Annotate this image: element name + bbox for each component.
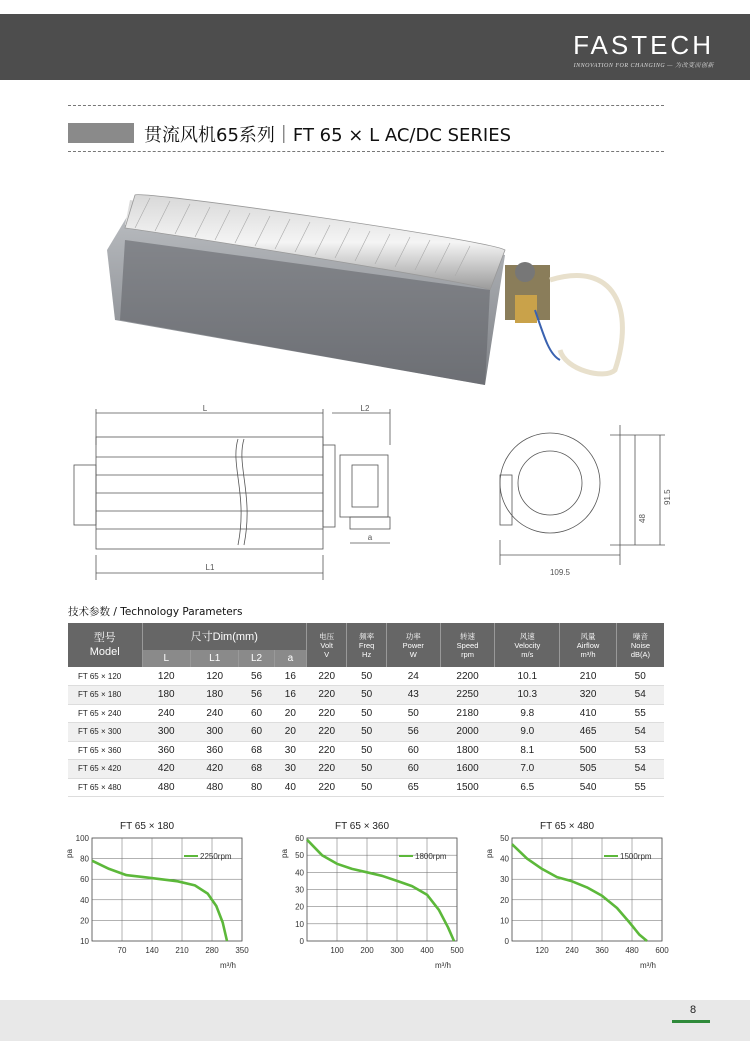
x-tick-label: 100 — [330, 946, 344, 955]
brand-tagline: INNOVATION FOR CHANGING — 为改变而创新 — [573, 63, 714, 69]
chart-ft65x180 — [60, 818, 260, 982]
header-dim: 尺寸Dim(mm) — [142, 623, 307, 650]
header-noise: 噪音 Noise dB(A) — [616, 623, 664, 667]
value-cell: 55 — [616, 704, 664, 723]
y-tick-label: 40 — [80, 895, 89, 905]
value-cell: 7.0 — [495, 760, 560, 779]
model-cell: FT 65 × 300 — [68, 723, 142, 742]
value-cell: 40 — [274, 778, 306, 797]
value-cell: 50 — [347, 760, 387, 779]
brand-logo: FASTECH — [573, 30, 714, 60]
value-cell: 56 — [239, 667, 274, 686]
value-cell: 10.3 — [495, 686, 560, 705]
y-tick-label: 0 — [299, 937, 304, 946]
y-tick-label: 80 — [80, 854, 89, 864]
value-cell: 1600 — [440, 760, 495, 779]
value-cell: 50 — [347, 723, 387, 742]
value-cell: 8.1 — [495, 741, 560, 760]
value-cell: 50 — [386, 704, 440, 723]
value-cell: 300 — [142, 723, 190, 742]
legend-label: 1800rpm — [415, 852, 447, 861]
value-cell: 320 — [560, 686, 617, 705]
table-row — [68, 760, 664, 779]
header-model: 型号 Model — [68, 623, 142, 667]
table-row — [68, 723, 664, 742]
page-title: 贯流风机65系列｜FT 65 × L AC/DC SERIES — [144, 125, 512, 146]
value-cell: 465 — [560, 723, 617, 742]
value-cell: 30 — [274, 760, 306, 779]
dim-label-height-inner: 48 — [638, 514, 647, 523]
page-number: 8 — [690, 1004, 697, 1016]
header-velocity: 风速 Velocity m/s — [495, 623, 560, 667]
header-L: L — [142, 650, 190, 667]
y-axis-label: pa — [485, 849, 494, 858]
chart-title: FT 65 × 180 — [119, 821, 175, 832]
y-tick-label: 50 — [295, 851, 304, 861]
model-cell: FT 65 × 360 — [68, 741, 142, 760]
value-cell: 68 — [239, 760, 274, 779]
legend-label: 1500rpm — [620, 852, 652, 861]
value-cell: 420 — [142, 760, 190, 779]
page-header — [0, 14, 750, 80]
table-row — [68, 686, 664, 705]
y-tick-label: 10 — [500, 916, 509, 926]
value-cell: 220 — [307, 667, 347, 686]
x-axis-label: m³/h — [640, 961, 656, 970]
divider-bottom — [68, 151, 664, 152]
model-cell: FT 65 × 180 — [68, 686, 142, 705]
value-cell: 360 — [142, 741, 190, 760]
x-axis-label: m³/h — [220, 961, 236, 970]
x-tick-label: 300 — [390, 946, 404, 955]
value-cell: 6.5 — [495, 778, 560, 797]
section-title: 技术参数 / Technology Parameters — [68, 606, 243, 618]
value-cell: 24 — [386, 667, 440, 686]
value-cell: 16 — [274, 667, 306, 686]
header-power: 功率 Power W — [386, 623, 440, 667]
x-tick-label: 210 — [175, 946, 189, 955]
dim-label-height-outer: 91.5 — [663, 489, 672, 505]
value-cell: 480 — [190, 778, 238, 797]
header-a: a — [274, 650, 306, 667]
value-cell: 180 — [190, 686, 238, 705]
value-cell: 540 — [560, 778, 617, 797]
table-row — [68, 741, 664, 760]
page-number-underline — [672, 1020, 710, 1023]
value-cell: 220 — [307, 704, 347, 723]
y-tick-label: 100 — [75, 834, 89, 843]
x-tick-label: 120 — [535, 946, 549, 955]
x-tick-label: 70 — [117, 946, 127, 955]
value-cell: 56 — [386, 723, 440, 742]
header-L1: L1 — [190, 650, 238, 667]
title-accent-bar — [68, 123, 134, 143]
fan-product-photo — [95, 170, 655, 400]
value-cell: 16 — [274, 686, 306, 705]
value-cell: 50 — [347, 778, 387, 797]
value-cell: 65 — [386, 778, 440, 797]
y-tick-label: 0 — [504, 937, 509, 946]
value-cell: 240 — [142, 704, 190, 723]
x-axis-label: m³/h — [435, 961, 451, 970]
value-cell: 60 — [239, 704, 274, 723]
x-tick-label: 240 — [565, 946, 579, 955]
y-tick-label: 60 — [295, 834, 304, 843]
value-cell: 210 — [560, 667, 617, 686]
x-tick-label: 200 — [360, 946, 374, 955]
y-tick-label: 10 — [295, 919, 304, 929]
value-cell: 50 — [347, 667, 387, 686]
value-cell: 1500 — [440, 778, 495, 797]
chart-title: FT 65 × 360 — [334, 821, 390, 832]
x-tick-label: 500 — [450, 946, 464, 955]
value-cell: 68 — [239, 741, 274, 760]
y-tick-label: 50 — [500, 834, 509, 843]
value-cell: 60 — [239, 723, 274, 742]
x-tick-label: 480 — [625, 946, 639, 955]
value-cell: 9.8 — [495, 704, 560, 723]
x-tick-label: 360 — [595, 946, 609, 955]
header-L2: L2 — [239, 650, 274, 667]
value-cell: 220 — [307, 741, 347, 760]
chart-ft65x480 — [480, 818, 680, 982]
value-cell: 220 — [307, 686, 347, 705]
value-cell: 500 — [560, 741, 617, 760]
value-cell: 20 — [274, 723, 306, 742]
value-cell: 50 — [347, 704, 387, 723]
value-cell: 2200 — [440, 667, 495, 686]
y-tick-label: 30 — [500, 875, 509, 885]
value-cell: 43 — [386, 686, 440, 705]
y-tick-label: 20 — [80, 916, 89, 926]
x-tick-label: 350 — [235, 946, 249, 955]
model-cell: FT 65 × 420 — [68, 760, 142, 779]
dim-label-L: L — [202, 405, 208, 413]
value-cell: 420 — [190, 760, 238, 779]
y-tick-label: 30 — [295, 885, 304, 895]
value-cell: 60 — [386, 741, 440, 760]
y-tick-label: 20 — [295, 902, 304, 912]
header-volt: 电压 Volt V — [307, 623, 347, 667]
value-cell: 120 — [190, 667, 238, 686]
value-cell: 360 — [190, 741, 238, 760]
y-tick-label: 40 — [500, 854, 509, 864]
y-tick-label: 10 — [80, 937, 89, 946]
value-cell: 220 — [307, 723, 347, 742]
model-cell: FT 65 × 240 — [68, 704, 142, 723]
dim-label-a: a — [367, 533, 373, 542]
header-airflow: 风量 Airflow m³/h — [560, 623, 617, 667]
value-cell: 2000 — [440, 723, 495, 742]
value-cell: 55 — [616, 778, 664, 797]
value-cell: 80 — [239, 778, 274, 797]
value-cell: 54 — [616, 760, 664, 779]
value-cell: 505 — [560, 760, 617, 779]
dim-label-width: 109.5 — [549, 568, 571, 577]
value-cell: 300 — [190, 723, 238, 742]
y-axis-label: pa — [65, 849, 74, 858]
value-cell: 56 — [239, 686, 274, 705]
value-cell: 120 — [142, 667, 190, 686]
value-cell: 50 — [347, 686, 387, 705]
value-cell: 30 — [274, 741, 306, 760]
table-row — [68, 667, 664, 686]
value-cell: 20 — [274, 704, 306, 723]
model-cell: FT 65 × 120 — [68, 667, 142, 686]
y-tick-label: 40 — [295, 868, 304, 878]
chart-ft65x360 — [275, 818, 475, 982]
value-cell: 220 — [307, 760, 347, 779]
series-line — [92, 861, 227, 941]
value-cell: 240 — [190, 704, 238, 723]
table-row — [68, 778, 664, 797]
header-speed: 转速 Speed rpm — [440, 623, 495, 667]
x-tick-label: 140 — [145, 946, 159, 955]
value-cell: 1800 — [440, 741, 495, 760]
x-tick-label: 600 — [655, 946, 669, 955]
value-cell: 10.1 — [495, 667, 560, 686]
y-tick-label: 60 — [80, 875, 89, 885]
model-cell: FT 65 × 480 — [68, 778, 142, 797]
header-freq: 频率 Freq Hz — [347, 623, 387, 667]
value-cell: 53 — [616, 741, 664, 760]
legend-label: 2250rpm — [200, 852, 232, 861]
value-cell: 9.0 — [495, 723, 560, 742]
y-axis-label: pa — [280, 849, 289, 858]
x-tick-label: 400 — [420, 946, 434, 955]
y-tick-label: 20 — [500, 895, 509, 905]
value-cell: 2180 — [440, 704, 495, 723]
value-cell: 410 — [560, 704, 617, 723]
value-cell: 2250 — [440, 686, 495, 705]
divider-top — [68, 105, 664, 106]
value-cell: 220 — [307, 778, 347, 797]
value-cell: 180 — [142, 686, 190, 705]
dim-label-L2: L2 — [360, 405, 370, 413]
dimension-drawing — [60, 405, 680, 600]
value-cell: 50 — [347, 741, 387, 760]
table-row — [68, 704, 664, 723]
spec-table — [68, 623, 664, 797]
value-cell: 60 — [386, 760, 440, 779]
chart-title: FT 65 × 480 — [539, 821, 595, 832]
dim-label-L1: L1 — [205, 563, 215, 572]
value-cell: 54 — [616, 686, 664, 705]
value-cell: 50 — [616, 667, 664, 686]
page-footer — [0, 1000, 750, 1041]
x-tick-label: 280 — [205, 946, 219, 955]
value-cell: 54 — [616, 723, 664, 742]
value-cell: 480 — [142, 778, 190, 797]
